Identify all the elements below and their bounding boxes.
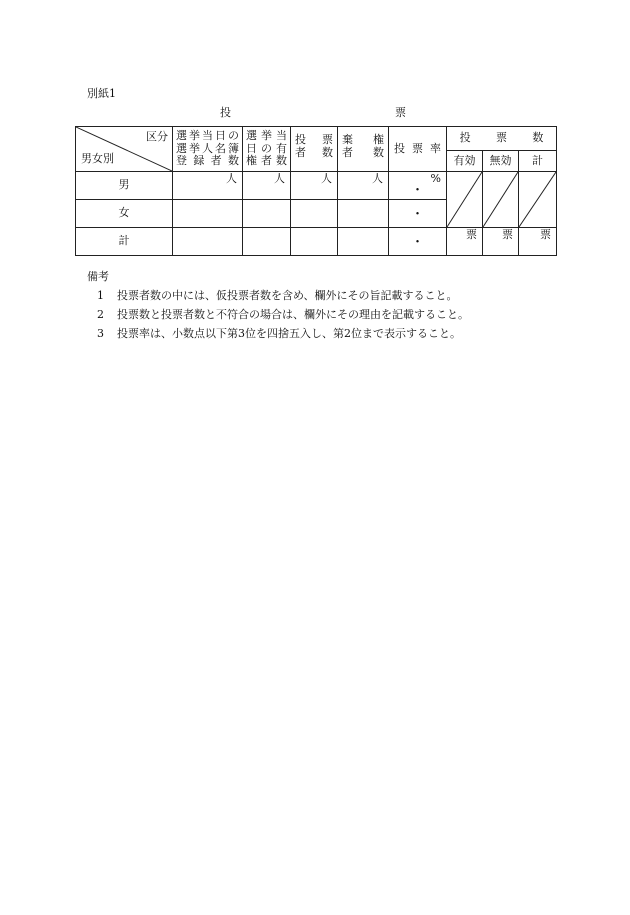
strike-diagonal bbox=[447, 172, 482, 227]
cell-male-rate: % ・ bbox=[389, 172, 447, 200]
header-vote-count: 投 票 数 bbox=[447, 127, 557, 151]
cell-total-abstainers bbox=[338, 228, 389, 256]
cell-invalid-struck bbox=[483, 172, 519, 228]
cell-male-abstainers: 人 bbox=[338, 172, 389, 200]
header-total: 計 bbox=[519, 151, 557, 172]
header-category: 区分 bbox=[146, 130, 168, 143]
cell-female-abstainers bbox=[338, 200, 389, 228]
header-rate: 投 票 率 bbox=[389, 127, 447, 172]
remark-item: 3 投票率は、小数点以下第3位を四捨五入し、第2位まで表示すること。 bbox=[97, 327, 461, 340]
table-title-right: 票 bbox=[395, 106, 406, 119]
remark-item: 1 投票者数の中には、仮投票者数を含め、欄外にその旨記載すること。 bbox=[97, 289, 458, 302]
cell-total-total: 票 bbox=[519, 228, 557, 256]
cell-male-registered: 人 bbox=[173, 172, 243, 200]
corner-header-cell bbox=[76, 127, 173, 172]
header-abstainers: 棄 権 者 数 bbox=[338, 127, 389, 172]
voting-table bbox=[75, 126, 557, 256]
header-registered: 選挙当日の 選挙人名簿 登録者数 bbox=[173, 127, 243, 172]
row-label-total: 計 bbox=[76, 228, 173, 256]
table-title-left: 投 bbox=[220, 106, 231, 119]
cell-total-valid: 票 bbox=[447, 228, 483, 256]
row-label-female: 女 bbox=[76, 200, 173, 228]
header-voters: 投 票 者 数 bbox=[291, 127, 338, 172]
cell-female-voters bbox=[291, 200, 338, 228]
remarks-title: 備考 bbox=[87, 270, 109, 283]
cell-total-rate: ・ bbox=[389, 228, 447, 256]
cell-total-struck bbox=[519, 172, 557, 228]
cell-female-registered bbox=[173, 200, 243, 228]
strike-diagonal bbox=[519, 172, 556, 227]
cell-male-eligible: 人 bbox=[243, 172, 291, 200]
cell-total-registered bbox=[173, 228, 243, 256]
cell-total-voters bbox=[291, 228, 338, 256]
sheet-label: 別紙1 bbox=[87, 87, 116, 100]
header-invalid: 無効 bbox=[483, 151, 519, 172]
row-label-male: 男 bbox=[76, 172, 173, 200]
cell-total-invalid: 票 bbox=[483, 228, 519, 256]
cell-female-rate: ・ bbox=[389, 200, 447, 228]
cell-male-voters: 人 bbox=[291, 172, 338, 200]
header-eligible: 選挙当 日の有 権者数 bbox=[243, 127, 291, 172]
cell-valid-struck bbox=[447, 172, 483, 228]
strike-diagonal bbox=[483, 172, 518, 227]
remark-item: 2 投票数と投票者数と不符合の場合は、欄外にその理由を記載すること。 bbox=[97, 308, 469, 321]
cell-total-eligible bbox=[243, 228, 291, 256]
header-valid: 有効 bbox=[447, 151, 483, 172]
cell-female-eligible bbox=[243, 200, 291, 228]
header-gender: 男女別 bbox=[81, 152, 114, 166]
